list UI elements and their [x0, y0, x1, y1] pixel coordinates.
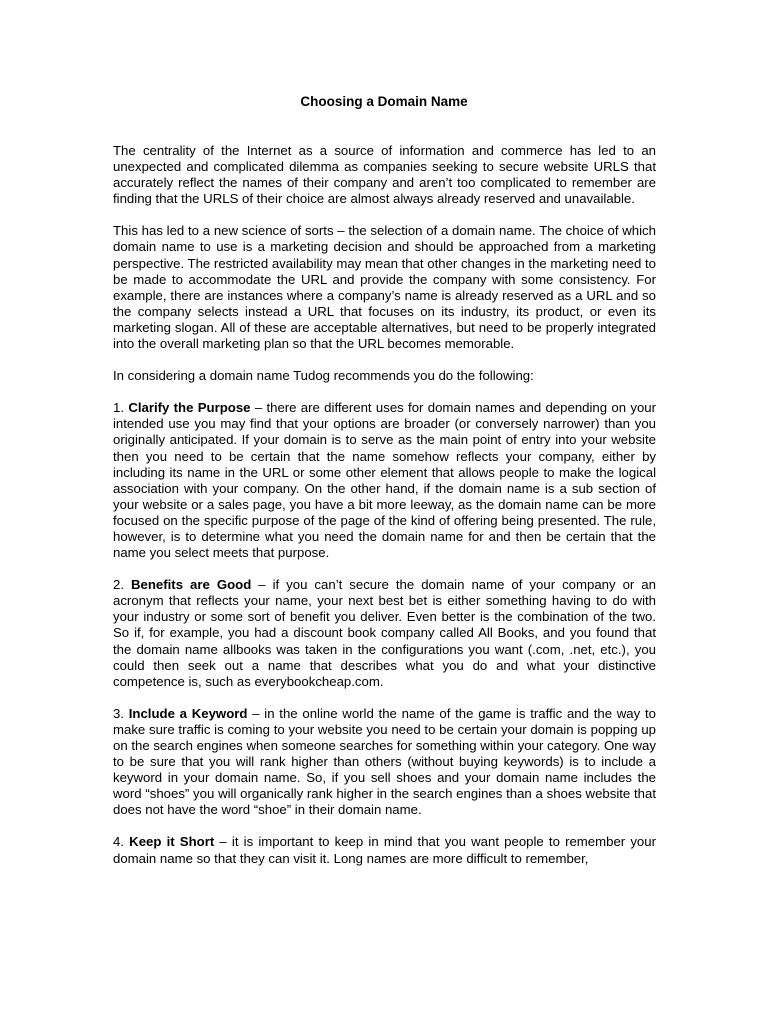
- tip-paragraph-1: [113, 400, 656, 561]
- tip-number: 3.: [113, 705, 124, 721]
- intro-paragraph-3: In considering a domain name Tudog recommends you do the following:: [113, 368, 534, 384]
- tip-text: – it is important to keep in mind that you want people to remember your domain name so that they can visit it. Long names are more difficult to remember,: [113, 834, 656, 866]
- tip-heading: Benefits are Good: [131, 577, 252, 593]
- tip-paragraph-2: [113, 577, 656, 690]
- tip-number: 2.: [113, 577, 124, 593]
- document-body: [113, 143, 656, 867]
- intro-paragraph-1: The centrality of the Internet as a source of information and commerce has led to an unexpected and complicated dilemma as companies seeking to secure website URLS that accurately reflect the names of their company and aren’t too complicated to remember are finding that the URLS of their choice are almost always already reserved and unavailable.: [113, 143, 656, 207]
- tip-heading: Include a Keyword: [128, 705, 248, 721]
- tip-heading: Keep it Short: [129, 834, 215, 850]
- tip-paragraph-4: [113, 834, 656, 866]
- tip-heading: Clarify the Purpose: [128, 400, 251, 416]
- document-title: Choosing a Domain Name: [300, 94, 468, 109]
- tip-text: – there are different uses for domain names and depending on your intended use you may find that your options are broader (or conversely narrower) than you originally anticipated. If your domain is to serve as the main point of entry into your website then you need to be certain that the name somehow reflects your company, either by including its name in the URL or some other element that allows people to make the logical association with your company. On the other hand, if the domain name is a sub section of your website or a sales page, you have a bit more leeway, as the domain name can be more focused on the specific purpose of the page of the kind of offering being presented. The rule, however, is to determine what you need the domain name for and then be certain that the name you select meets that purpose.: [113, 400, 657, 561]
- tip-number: 1.: [113, 400, 124, 416]
- tip-number: 4.: [113, 834, 124, 850]
- tip-text: – in the online world the name of the game is traffic and the way to make sure traffic is coming to your website you need to be certain your domain is popping up on the search engines when someone searches for something within your category. One way to be sure that you will rank higher than others (without buying keywords) is to include a keyword in your domain name. So, if you sell shoes and your domain name includes the word “shoes” you will organically rank higher in the search engines than a shoes website that does not have the word “shoe” in their domain name.: [113, 705, 656, 818]
- tip-text: – if you can’t secure the domain name of your company or an acronym that reflects your name, your next best bet is either something having to do with your industry or some sort of benefit you deliver. Even better is the combination of the two. So if, for example, you had a discount book company called All Books, and you found that the domain name allbooks was taken in the configurations you want (.com, .net, etc.), you could then seek out a name that describes what you do and what your distinctive competence is, such as everybookcheap.com.: [113, 577, 656, 689]
- intro-paragraph-2: This has led to a new science of sorts – the selection of a domain name. The choice of which domain name to use is a marketing decision and should be approached from a marketing perspective. The restricted availability may mean that other changes in the marketing need to be made to accommodate the URL and provide the company with some consistency. For example, there are instances where a company’s name is already reserved as a URL and so the company selects instead a URL that focuses on its industry, its product, or even its marketing slogan. All of these are acceptable alternatives, but need to be properly integrated into the overall marketing plan so that the URL becomes memorable.: [113, 223, 656, 352]
- tip-paragraph-3: [113, 706, 656, 819]
